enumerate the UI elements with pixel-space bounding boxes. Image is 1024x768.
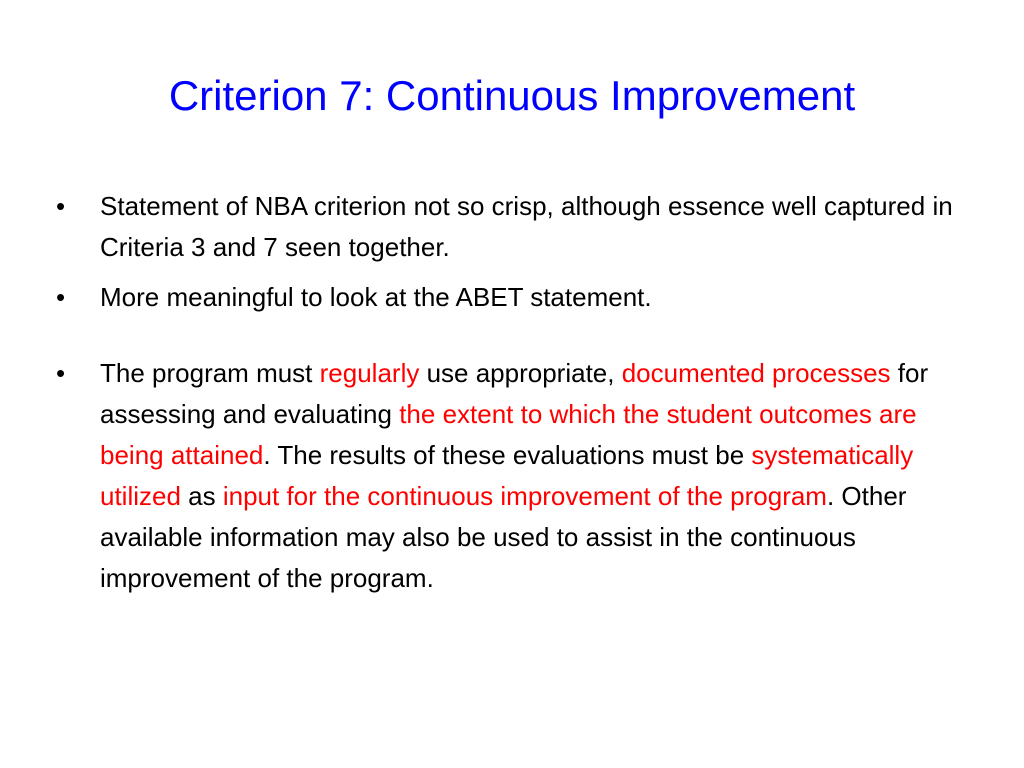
emphasis-text: documented processes [621,358,891,388]
bullet-dot-icon: • [56,282,66,312]
emphasis-text: the extent to which the student outcomes are being attained [100,399,917,470]
abet-statement-text [100,358,928,593]
text-segment: as [180,481,223,511]
text-segment: . The results of these evaluations must be [263,440,752,470]
text-segment: . Other available information may also be used to assist in the continuous improvement of the program. [100,481,907,593]
bullet-dot-icon: • [56,191,66,221]
bullet-text: More meaningful to look at the ABET statement. [100,282,652,312]
bullet-text: Statement of NBA criterion not so crisp, although essence well captured in Criteria 3 and 7 seen together. [100,191,953,262]
bullet-item [56,186,972,268]
emphasis-text: systematically utilized [100,440,914,511]
bullet-list [56,186,972,599]
text-segment: for assessing and evaluating [100,358,929,429]
bullet-item [56,277,972,318]
emphasis-text: regularly [319,358,420,388]
bullet-dot-icon: • [56,358,66,388]
text-segment: The program must [100,358,320,388]
text-segment: use appropriate, [419,358,622,388]
emphasis-text: input for the continuous improvement of the program [222,481,827,511]
bullet-item-abet-statement [56,353,972,599]
slide-title: Criterion 7: Continuous Improvement [168,72,856,119]
